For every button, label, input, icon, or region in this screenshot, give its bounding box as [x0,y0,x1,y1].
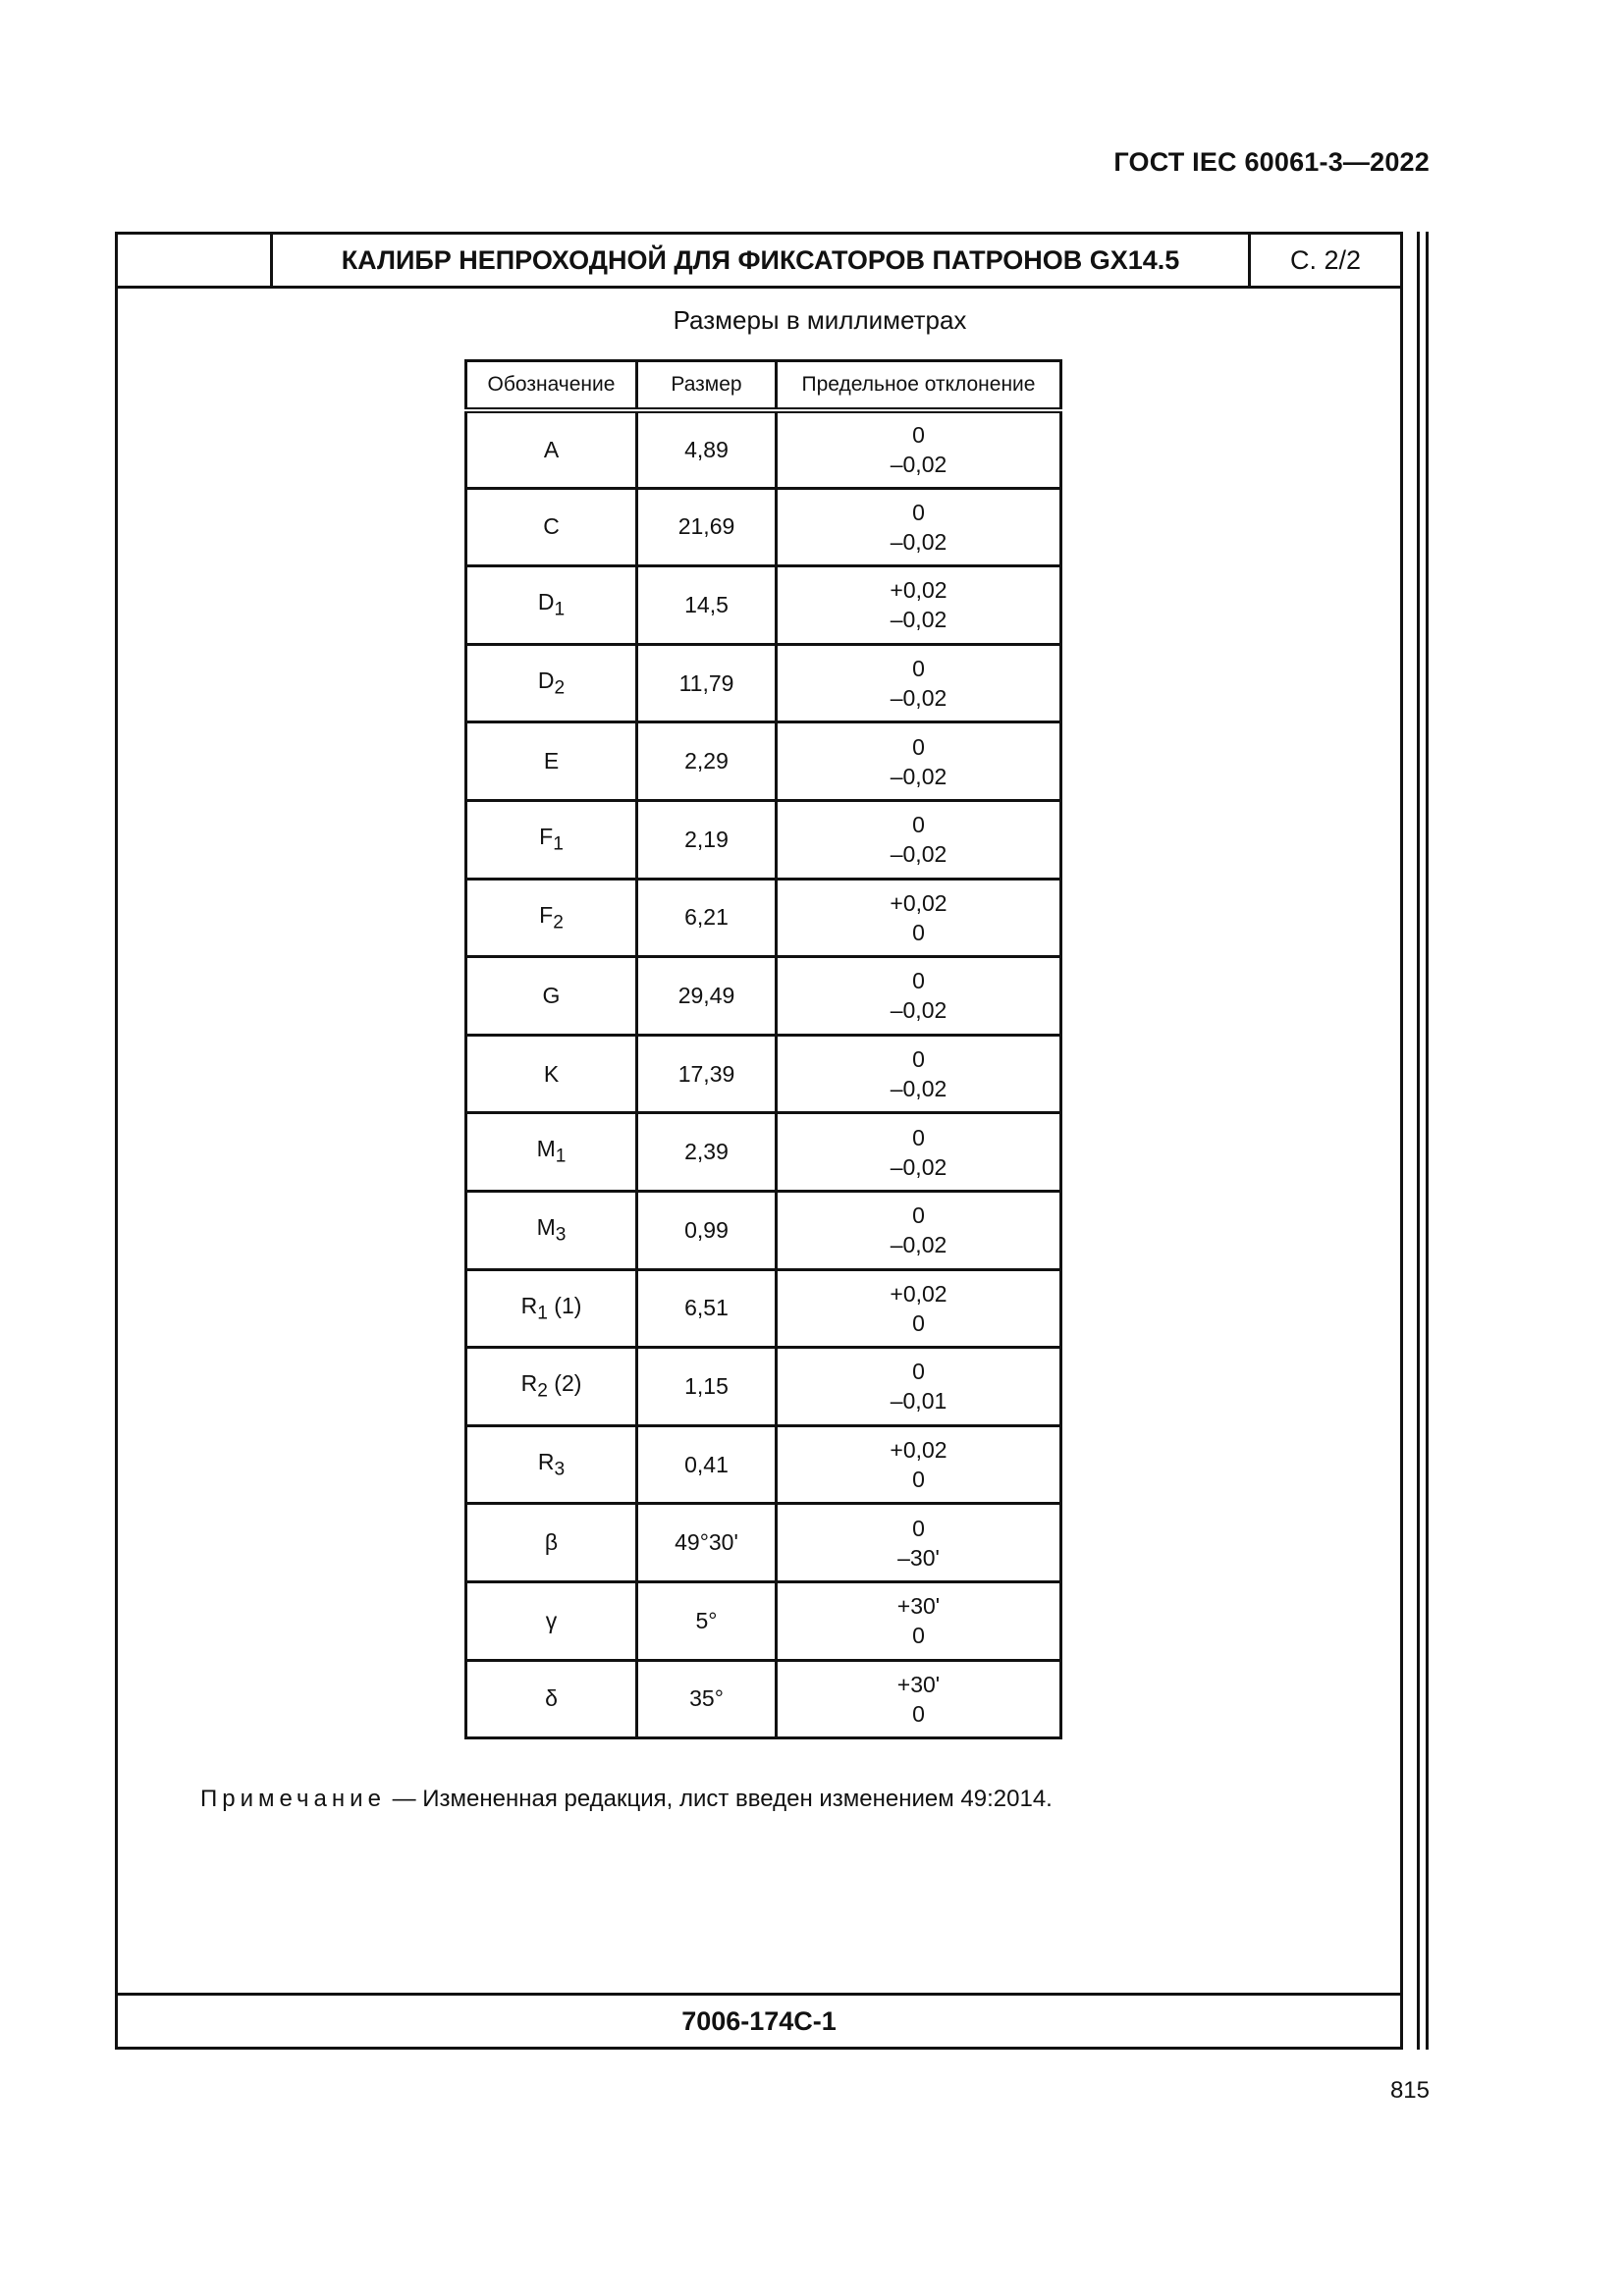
designation-subscript: 1 [555,1146,567,1167]
sheet-title: КАЛИБР НЕПРОХОДНОЙ ДЛЯ ФИКСАТОРОВ ПАТРОНОВ GX14.5 [341,244,1180,275]
designation-cell [466,1425,637,1504]
designation-cell [466,566,637,645]
designation-suffix: (2) [547,1370,582,1397]
tolerance-lower: –0,02 [890,841,947,868]
tolerance-upper: +30' [896,1671,941,1697]
tolerance-lower: –0,02 [890,763,947,789]
tolerance-cell [777,1113,1061,1192]
size-cell: 35° [637,1660,777,1738]
designation-cell [466,410,637,489]
tolerance-lower: –0,01 [890,1388,947,1415]
tolerance-lower: 0 [912,1700,925,1727]
tolerance-lower: –0,02 [890,607,947,633]
tolerance-cell [777,1504,1061,1582]
designation-symbol: M [536,1136,556,1162]
designation-symbol: β [544,1529,559,1556]
tolerance-upper: +30' [896,1593,941,1620]
tolerance-upper: +0,02 [890,1280,947,1307]
size-cell: 29,49 [637,957,777,1036]
designation-symbol: R [520,1370,538,1397]
header-size: Размер [637,361,777,410]
tolerance-upper: 0 [912,1359,925,1385]
designation-cell [466,1035,637,1113]
tolerance-cell [777,488,1061,566]
designation-subscript: 2 [553,912,564,934]
drawing-sheet [115,232,1403,2050]
size-cell: 6,51 [637,1269,777,1348]
size-cell: 14,5 [637,566,777,645]
tolerance-cell [777,1348,1061,1426]
table-header-row [466,361,1061,410]
designation-cell [466,1113,637,1192]
table-row [466,1348,1061,1426]
designation-symbol: γ [545,1607,558,1633]
designation-symbol: E [543,748,560,774]
size-cell: 2,29 [637,722,777,801]
designation-cell [466,488,637,566]
tolerance-cell [777,1191,1061,1269]
note-lead: Примечание [200,1786,386,1812]
tolerance-lower: –0,02 [890,997,947,1024]
designation-cell [466,879,637,957]
designation-subscript: 3 [555,1224,567,1246]
tolerance-lower: 0 [912,1623,925,1649]
tolerance-upper: 0 [912,656,925,682]
table-row [466,1113,1061,1192]
designation-symbol: D [537,667,555,693]
designation-symbol: M [536,1213,556,1240]
designation-symbol: D [537,589,555,615]
units-caption: Размеры в миллиметрах [673,305,967,335]
title-block [118,235,1400,289]
tolerance-lower: 0 [912,1309,925,1336]
binding-rail-line [1417,232,1420,2050]
designation-symbol: R [520,1292,538,1318]
tolerance-upper: +0,02 [890,577,947,604]
designation-suffix: (1) [547,1292,582,1318]
designation-cell [466,722,637,801]
size-cell: 0,41 [637,1425,777,1504]
sheet-code: 7006-174С-1 [118,1993,1400,2047]
tolerance-cell [777,1660,1061,1738]
tolerance-upper: 0 [912,968,925,994]
designation-cell [466,957,637,1036]
size-cell: 0,99 [637,1191,777,1269]
designation-subscript: 1 [553,833,564,855]
tolerance-upper: 0 [912,1046,925,1073]
tolerance-cell [777,800,1061,879]
size-cell: 1,15 [637,1348,777,1426]
tolerance-cell [777,1425,1061,1504]
table-row [466,800,1061,879]
size-cell: 21,69 [637,488,777,566]
tolerance-lower: –0,02 [890,1076,947,1102]
size-cell: 11,79 [637,644,777,722]
table-row [466,1425,1061,1504]
tolerance-upper: 0 [912,812,925,838]
tolerance-upper: 0 [912,1124,925,1150]
note [200,1786,1053,1813]
tolerance-lower: –30' [897,1544,940,1571]
designation-cell [466,800,637,879]
table-row [466,1191,1061,1269]
table-row [466,488,1061,566]
note-text: — Измененная редакция, лист введен изменением 49:2014. [385,1786,1053,1812]
table-row [466,1269,1061,1348]
tolerance-upper: +0,02 [890,889,947,916]
dimensions-table [464,359,1062,1739]
designation-cell [466,1581,637,1660]
tolerance-cell [777,957,1061,1036]
designation-subscript: 2 [554,677,566,699]
tolerance-cell [777,566,1061,645]
tolerance-cell [777,644,1061,722]
header-designation: Обозначение [466,361,637,410]
tolerance-upper: 0 [912,499,925,525]
designation-subscript: 3 [554,1459,566,1480]
table-row [466,879,1061,957]
size-cell: 5° [637,1581,777,1660]
size-cell: 49°30' [637,1504,777,1582]
table-row [466,1035,1061,1113]
tolerance-upper: 0 [912,733,925,760]
size-cell: 4,89 [637,410,777,489]
designation-symbol: R [537,1448,555,1474]
tolerance-cell [777,722,1061,801]
sheet-number: С. 2/2 [1248,235,1400,286]
size-cell: 17,39 [637,1035,777,1113]
tolerance-upper: 0 [912,1202,925,1229]
tolerance-upper: 0 [912,422,925,449]
size-cell: 2,19 [637,800,777,879]
tolerance-upper: 0 [912,1515,925,1541]
table-row [466,410,1061,489]
size-cell: 2,39 [637,1113,777,1192]
table-row [466,1660,1061,1738]
designation-cell [466,1660,637,1738]
tolerance-lower: –0,02 [890,1232,947,1258]
tolerance-lower: –0,02 [890,452,947,478]
tolerance-lower: 0 [912,1467,925,1493]
header-tolerance: Предельное отклонение [777,361,1061,410]
designation-cell [466,1269,637,1348]
designation-cell [466,1348,637,1426]
designation-subscript: 1 [554,599,566,620]
designation-symbol: C [543,513,560,540]
tolerance-cell [777,410,1061,489]
tolerance-cell [777,1581,1061,1660]
table-row [466,566,1061,645]
tolerance-cell [777,879,1061,957]
designation-symbol: δ [545,1685,558,1712]
tolerance-lower: –0,02 [890,528,947,555]
binding-rail-line [1426,232,1429,2050]
title-block-blank-cell [118,235,273,286]
tolerance-lower: 0 [912,919,925,945]
designation-symbol: F [539,901,554,928]
table-row [466,1504,1061,1582]
table-row [466,957,1061,1036]
tolerance-upper: +0,02 [890,1437,947,1464]
designation-cell [466,1504,637,1582]
tolerance-cell [777,1035,1061,1113]
tolerance-cell [777,1269,1061,1348]
size-cell: 6,21 [637,879,777,957]
table-row [466,1581,1061,1660]
table-row [466,722,1061,801]
designation-cell [466,1191,637,1269]
designation-symbol: K [543,1060,560,1087]
tolerance-lower: –0,02 [890,1153,947,1180]
designation-symbol: F [539,823,554,849]
designation-symbol: A [543,436,560,462]
standard-number: ГОСТ IEC 60061-3—2022 [1113,147,1430,177]
page-number: 815 [1389,2077,1430,2104]
table-row [466,644,1061,722]
designation-symbol: G [542,982,561,1008]
tolerance-lower: –0,02 [890,685,947,712]
designation-subscript: 2 [537,1380,548,1402]
designation-cell [466,644,637,722]
designation-subscript: 1 [537,1303,548,1324]
